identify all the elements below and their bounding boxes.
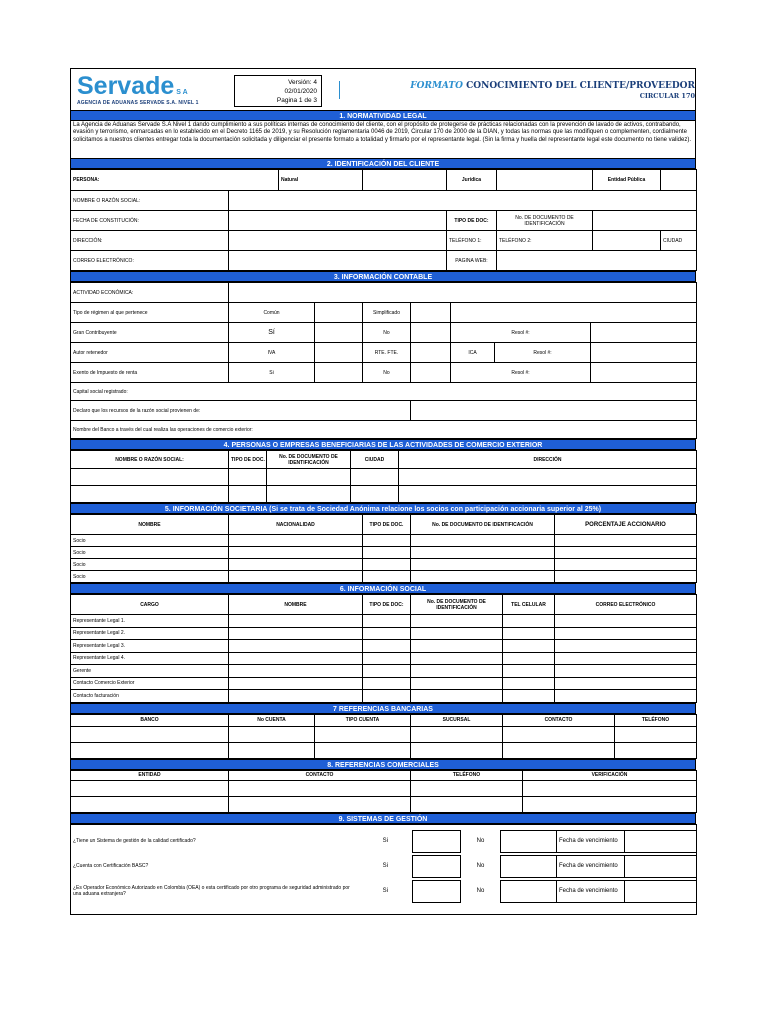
table-cell[interactable] bbox=[71, 469, 229, 486]
col-header: CONTACTO bbox=[229, 770, 411, 780]
exento-si-field[interactable] bbox=[315, 363, 363, 383]
col-header: TIPO DE DOC. bbox=[229, 451, 267, 469]
table-cell[interactable] bbox=[71, 796, 229, 812]
exento-label: Exento de Impuesto de renta bbox=[71, 363, 229, 383]
col-header: No CUENTA bbox=[229, 714, 315, 726]
row-label: Socio bbox=[71, 559, 229, 571]
autor-resol-label: Resol #: bbox=[495, 343, 591, 363]
regimen-label: Tipo de régimen al que pertenece bbox=[71, 303, 229, 323]
q3-si-label: Si bbox=[382, 888, 388, 894]
version-text: Versión: 4 bbox=[288, 79, 317, 86]
table-cell[interactable] bbox=[363, 615, 411, 628]
entidad-field[interactable] bbox=[661, 170, 697, 191]
q2-si-label: Si bbox=[382, 863, 388, 869]
col-header: TIPO DE DOC: bbox=[363, 595, 411, 615]
col-header: No. DE DOCUMENTO DE IDENTIFICACIÓN bbox=[411, 515, 555, 535]
question-2: ¿Cuenta con Certificación BASC? bbox=[73, 863, 149, 869]
form-header bbox=[70, 68, 696, 110]
table-cell[interactable] bbox=[411, 677, 503, 690]
gran-contribuyente-label: Gran Contribuyente bbox=[71, 323, 229, 343]
table-cell[interactable] bbox=[555, 535, 697, 547]
table-cell[interactable] bbox=[351, 469, 399, 486]
entidad-label: Entidad Pública bbox=[593, 170, 661, 191]
table-cell[interactable] bbox=[411, 547, 555, 559]
table-cell[interactable] bbox=[363, 559, 411, 571]
gran-si-label: Sí bbox=[229, 323, 315, 343]
table-cell[interactable] bbox=[71, 486, 229, 503]
client-identification-table bbox=[70, 169, 697, 271]
form-title bbox=[410, 81, 695, 91]
table-cell[interactable] bbox=[503, 640, 555, 653]
table-cell[interactable] bbox=[503, 742, 615, 758]
q3-no-label: No bbox=[476, 888, 485, 894]
table-cell[interactable] bbox=[229, 652, 363, 665]
col-header: SUCURSAL bbox=[411, 714, 503, 726]
col-header: NOMBRE O RAZÓN SOCIAL: bbox=[71, 451, 229, 469]
table-cell[interactable] bbox=[229, 780, 411, 796]
rte-field[interactable] bbox=[411, 343, 451, 363]
banco-label: Nombre del Banco a través del cual realiza las operaciones de comercio exterior: bbox=[71, 421, 697, 439]
logo-sa: S A bbox=[176, 89, 188, 96]
table-cell[interactable] bbox=[71, 726, 229, 742]
section-2-title: 2. IDENTIFICACIÓN DEL CLIENTE bbox=[70, 158, 696, 169]
management-systems-table bbox=[70, 824, 697, 915]
col-header: CORREO ELECTRÓNICO bbox=[555, 595, 697, 615]
table-cell[interactable] bbox=[555, 665, 697, 678]
correo-field[interactable] bbox=[229, 251, 447, 271]
natural-field[interactable] bbox=[363, 170, 447, 191]
table-cell[interactable] bbox=[363, 627, 411, 640]
ciudad-label: CIUDAD bbox=[661, 231, 697, 251]
table-cell[interactable] bbox=[411, 535, 555, 547]
col-header: NOMBRE bbox=[229, 595, 363, 615]
exento-no-label: No bbox=[363, 363, 411, 383]
col-header: ENTIDAD bbox=[71, 770, 229, 780]
q2-no-label: No bbox=[476, 863, 485, 869]
telefono1-label: TELÉFONO 1: bbox=[447, 231, 497, 251]
q1-si-field[interactable] bbox=[413, 830, 461, 852]
table-cell[interactable] bbox=[363, 547, 411, 559]
declaro-label: Declaro que los recursos de la razón social provienen de: bbox=[71, 401, 411, 421]
table-cell[interactable] bbox=[71, 780, 229, 796]
table-cell[interactable] bbox=[555, 690, 697, 703]
row-label: Socio bbox=[71, 571, 229, 583]
no-doc-field[interactable] bbox=[593, 211, 697, 231]
table-cell[interactable] bbox=[229, 571, 363, 583]
table-cell[interactable] bbox=[411, 571, 555, 583]
table-cell[interactable] bbox=[411, 627, 503, 640]
exento-resol-field[interactable] bbox=[591, 363, 697, 383]
section-1-title: 1. NORMATIVIDAD LEGAL bbox=[70, 110, 696, 121]
section-7-title: 7 REFERENCIAS BANCARIAS bbox=[70, 703, 696, 714]
simplificado-label: Simplificado bbox=[363, 303, 411, 323]
table-cell[interactable] bbox=[267, 469, 351, 486]
no-doc-label: No. DE DOCUMENTO DE IDENTIFICACIÓN bbox=[497, 211, 593, 231]
nombre-field[interactable] bbox=[229, 191, 697, 211]
company-logo bbox=[77, 73, 199, 106]
table-cell[interactable] bbox=[503, 726, 615, 742]
table-cell[interactable] bbox=[411, 690, 503, 703]
juridica-label: Jurídica bbox=[447, 170, 497, 191]
exento-resol-label: Resol #: bbox=[451, 363, 591, 383]
table-cell[interactable] bbox=[555, 640, 697, 653]
col-header: VERIFICACIÓN bbox=[523, 770, 697, 780]
row-label: Representante Legal 1. bbox=[71, 615, 229, 628]
table-cell[interactable] bbox=[615, 726, 697, 742]
table-cell[interactable] bbox=[71, 742, 229, 758]
col-header: TIPO CUENTA bbox=[315, 714, 411, 726]
col-header: No. DE DOCUMENTO DE IDENTIFICACIÓN bbox=[411, 595, 503, 615]
table-cell[interactable] bbox=[555, 677, 697, 690]
spacer bbox=[71, 902, 697, 914]
tipo-doc-label: TIPO DE DOC: bbox=[447, 211, 497, 231]
q1-no-label: No bbox=[476, 838, 485, 844]
col-header: TELÉFONO bbox=[411, 770, 523, 780]
title-prefix: FORMATO bbox=[410, 81, 463, 91]
table-cell[interactable] bbox=[555, 652, 697, 665]
row-label: Socio bbox=[71, 547, 229, 559]
table-cell[interactable] bbox=[229, 559, 363, 571]
table-cell[interactable] bbox=[229, 665, 363, 678]
form-sheet bbox=[70, 68, 696, 915]
col-header: PORCENTAJE ACCIONARIO bbox=[555, 515, 697, 535]
version-date: 02/01/2020 bbox=[284, 88, 317, 95]
q1-si-label: Si bbox=[382, 838, 388, 844]
question-3: ¿Es Operador Económico Autorizado en Colombia (OEA) o esta certificado por otro programa de seguridad administrado por una aduana extranjera? bbox=[73, 885, 350, 897]
gran-resol-field[interactable] bbox=[591, 323, 697, 343]
q1-no-field[interactable] bbox=[501, 830, 557, 852]
col-header: NOMBRE bbox=[71, 515, 229, 535]
table-cell[interactable] bbox=[523, 780, 697, 796]
table-cell[interactable] bbox=[555, 615, 697, 628]
row-label: Gerente bbox=[71, 665, 229, 678]
col-header: CIUDAD bbox=[351, 451, 399, 469]
table-cell[interactable] bbox=[503, 615, 555, 628]
iva-field[interactable] bbox=[315, 343, 363, 363]
title-main: CONOCIMIENTO DEL CLIENTE/PROVEEDOR bbox=[466, 81, 695, 91]
header-divider bbox=[339, 81, 340, 99]
table-cell[interactable] bbox=[229, 690, 363, 703]
logo-subtitle: AGENCIA DE ADUANAS SERVADE S.A. NIVEL 1 bbox=[77, 100, 199, 106]
nombre-label: NOMBRE O RAZÓN SOCIAL: bbox=[71, 191, 229, 211]
table-cell[interactable] bbox=[229, 535, 363, 547]
simplificado-field[interactable] bbox=[411, 303, 451, 323]
declaro-field[interactable] bbox=[411, 401, 697, 421]
table-cell[interactable] bbox=[315, 726, 411, 742]
web-field[interactable] bbox=[497, 251, 697, 271]
section-3-title: 3. INFORMACIÓN CONTABLE bbox=[70, 271, 696, 282]
section-6-title: 6. INFORMACIÓN SOCIAL bbox=[70, 583, 696, 594]
table-cell[interactable] bbox=[229, 796, 411, 812]
section-8-title: 8. REFERENCIAS COMERCIALES bbox=[70, 759, 696, 770]
row-label: Contacto Comercio Exterior bbox=[71, 677, 229, 690]
table-cell[interactable] bbox=[229, 469, 267, 486]
q2-fecha-field[interactable] bbox=[625, 855, 697, 877]
table-cell[interactable] bbox=[267, 486, 351, 503]
q2-si-field[interactable] bbox=[413, 855, 461, 877]
rte-label: RTE. FTE. bbox=[363, 343, 411, 363]
page-number: Pagina 1 de 3 bbox=[276, 97, 317, 104]
table-cell[interactable] bbox=[229, 640, 363, 653]
q3-si-field[interactable] bbox=[413, 880, 461, 902]
circular-label: CIRCULAR 170 bbox=[639, 92, 695, 100]
table-cell[interactable] bbox=[399, 469, 697, 486]
table-cell[interactable] bbox=[363, 535, 411, 547]
comun-field[interactable] bbox=[315, 303, 363, 323]
col-header: DIRECCIÓN bbox=[399, 451, 697, 469]
telefono2-label: TELÉFONO 2: bbox=[497, 231, 593, 251]
col-header: TIPO DE DOC. bbox=[363, 515, 411, 535]
q1-fecha-field[interactable] bbox=[625, 830, 697, 852]
col-header: CARGO bbox=[71, 595, 229, 615]
fecha-constitucion-field[interactable] bbox=[229, 211, 447, 231]
commercial-references-table bbox=[70, 770, 697, 813]
col-header: TEL CELULAR bbox=[503, 595, 555, 615]
row-label: Representante Legal 4. bbox=[71, 652, 229, 665]
beneficiaries-table bbox=[70, 450, 697, 503]
col-header: NACIONALIDAD bbox=[229, 515, 363, 535]
gran-no-field[interactable] bbox=[411, 323, 451, 343]
legal-text: La Agencia de Aduanas Servade S.A Nivel 1 dando cumplimiento a sus políticas internas de conocimiento del cliente, con el propósito de protegerse de prácticas relacionadas con la prevención de lavado de activos, contrabando, evasión y terrorismo, enmarcadas en lo establecido en el Decreto 1165 de 2019, y su Resolución reglamentaria 0046 de 2019, Circular 170 de 2000 de la DIAN, y todas las normas que las modifiquen o complementen, cordialmente solicitamos a nuestros clientes entregar toda la documentación solicitada y diligenciar el presente formato a totalidad y firmarlo por el representante legal. (Sin la firma y huella del representante legal este documento no tiene validez). bbox=[70, 121, 696, 158]
direccion-label: DIRECCIÓN: bbox=[71, 231, 229, 251]
table-cell[interactable] bbox=[363, 665, 411, 678]
table-cell[interactable] bbox=[503, 677, 555, 690]
table-cell[interactable] bbox=[229, 627, 363, 640]
actividad-field[interactable] bbox=[229, 283, 697, 303]
table-cell[interactable] bbox=[411, 559, 555, 571]
social-info-table bbox=[70, 594, 697, 703]
table-cell[interactable] bbox=[503, 690, 555, 703]
table-cell[interactable] bbox=[615, 742, 697, 758]
bank-references-table bbox=[70, 714, 697, 759]
col-header: No. DE DOCUMENTO DE IDENTIFICACIÓN bbox=[267, 451, 351, 469]
table-cell[interactable] bbox=[411, 742, 503, 758]
q3-fecha-label: Fecha de vencimiento bbox=[557, 880, 625, 902]
table-cell[interactable] bbox=[363, 571, 411, 583]
table-cell[interactable] bbox=[523, 796, 697, 812]
table-cell[interactable] bbox=[411, 780, 523, 796]
table-cell[interactable] bbox=[229, 726, 315, 742]
col-header: CONTACTO bbox=[503, 714, 615, 726]
table-cell[interactable] bbox=[503, 652, 555, 665]
table-cell[interactable] bbox=[411, 640, 503, 653]
direccion-field[interactable] bbox=[229, 231, 447, 251]
shareholders-table bbox=[70, 514, 697, 583]
row-label: Contacto facturación bbox=[71, 690, 229, 703]
table-cell[interactable] bbox=[555, 627, 697, 640]
logo-name: Servade bbox=[77, 72, 175, 100]
comun-label: Común bbox=[229, 303, 315, 323]
row-label: Socio bbox=[71, 535, 229, 547]
table-cell[interactable] bbox=[363, 690, 411, 703]
table-cell[interactable] bbox=[555, 547, 697, 559]
persona-label: PERSONA: bbox=[71, 170, 279, 191]
autor-retenedor-label: Autor retenedor bbox=[71, 343, 229, 363]
section-9-title: 9. SISTEMAS DE GESTIÓN bbox=[70, 813, 696, 824]
regimen-blank bbox=[451, 303, 697, 323]
section-4-title: 4. PERSONAS O EMPRESAS BENEFICIARIAS DE LAS ACTIVIDADES DE COMERCIO EXTERIOR bbox=[70, 439, 696, 450]
table-cell[interactable] bbox=[411, 652, 503, 665]
web-label: PAGINA WEB: bbox=[447, 251, 497, 271]
table-cell[interactable] bbox=[363, 677, 411, 690]
table-cell[interactable] bbox=[411, 726, 503, 742]
accounting-table bbox=[70, 282, 697, 439]
col-header: TELÉFONO bbox=[615, 714, 697, 726]
fecha-constitucion-label: FECHA DE CONSTITUCIÓN: bbox=[71, 211, 229, 231]
q2-fecha-label: Fecha de vencimiento bbox=[557, 855, 625, 877]
capital-label: Capital social registrado: bbox=[71, 383, 697, 401]
row-label: Representante Legal 2. bbox=[71, 627, 229, 640]
table-cell[interactable] bbox=[229, 677, 363, 690]
exento-si-label: Si bbox=[229, 363, 315, 383]
table-cell[interactable] bbox=[351, 486, 399, 503]
table-cell[interactable] bbox=[411, 615, 503, 628]
table-cell[interactable] bbox=[503, 627, 555, 640]
table-cell[interactable] bbox=[229, 486, 267, 503]
version-box bbox=[234, 75, 322, 107]
natural-label: Natural bbox=[279, 170, 363, 191]
table-cell[interactable] bbox=[315, 742, 411, 758]
gran-si-field[interactable] bbox=[315, 323, 363, 343]
gran-no-label: No bbox=[363, 323, 411, 343]
table-cell[interactable] bbox=[555, 571, 697, 583]
iva-label: IVA bbox=[229, 343, 315, 363]
q3-no-field[interactable] bbox=[501, 880, 557, 902]
table-cell[interactable] bbox=[411, 665, 503, 678]
q3-fecha-field[interactable] bbox=[625, 880, 697, 902]
q2-no-field[interactable] bbox=[501, 855, 557, 877]
juridica-field[interactable] bbox=[497, 170, 593, 191]
correo-label: CORREO ELECTRÓNICO: bbox=[71, 251, 229, 271]
table-cell[interactable] bbox=[229, 547, 363, 559]
table-cell[interactable] bbox=[363, 652, 411, 665]
table-cell[interactable] bbox=[363, 640, 411, 653]
table-cell[interactable] bbox=[411, 796, 523, 812]
table-cell[interactable] bbox=[555, 559, 697, 571]
row-label: Representante Legal 3. bbox=[71, 640, 229, 653]
telefono2-field[interactable] bbox=[593, 231, 661, 251]
q1-fecha-label: Fecha de vencimiento bbox=[557, 830, 625, 852]
col-header: BANCO bbox=[71, 714, 229, 726]
ica-label: ICA bbox=[451, 343, 495, 363]
section-5-title: 5. INFORMACIÓN SOCIETARIA (Si se trata de Sociedad Anónima relacione los socios con participación accionaria superior al 25%) bbox=[70, 503, 696, 514]
table-cell[interactable] bbox=[503, 665, 555, 678]
exento-no-field[interactable] bbox=[411, 363, 451, 383]
autor-resol-field[interactable] bbox=[591, 343, 697, 363]
actividad-label: ACTIVIDAD ECONÓMICA: bbox=[71, 283, 229, 303]
table-cell[interactable] bbox=[229, 615, 363, 628]
question-1: ¿Tiene un Sistema de gestión de la calidad certificado? bbox=[73, 838, 196, 844]
gran-resol-label: Resol #: bbox=[451, 323, 591, 343]
table-cell[interactable] bbox=[399, 486, 697, 503]
table-cell[interactable] bbox=[229, 742, 315, 758]
